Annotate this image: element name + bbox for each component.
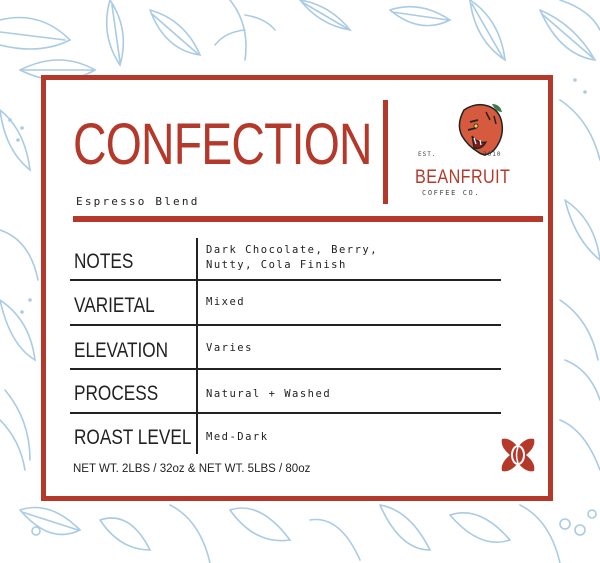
detail-value-notes-line1: Dark Chocolate, Berry,: [206, 244, 379, 256]
detail-value-notes-line2: Nutty, Cola Finish: [206, 259, 347, 271]
detail-name-process: PROCESS: [74, 382, 159, 405]
brand-name: BEANFRUIT: [415, 167, 511, 188]
detail-name-roast-level: ROAST LEVEL: [74, 426, 192, 449]
detail-name-elevation: ELEVATION: [74, 339, 169, 362]
product-subtitle: Espresso Blend: [76, 195, 200, 208]
net-weight: NET WT. 2LBS / 32oz & NET WT. 5LBS / 80oz: [73, 463, 311, 475]
detail-name-notes: NOTES: [74, 250, 134, 273]
product-label: [41, 75, 553, 501]
table-row-divider: [70, 412, 501, 414]
table-row-divider: [70, 368, 501, 370]
detail-value-elevation: Varies: [206, 342, 253, 354]
header-divider-horizontal: [73, 216, 543, 222]
detail-value-varietal: Mixed: [206, 296, 246, 308]
table-row-divider: [70, 279, 501, 281]
brand-subtitle: COFFEE CO.: [422, 189, 481, 197]
detail-value-process: Natural + Washed: [206, 388, 332, 400]
est-label: EST.: [418, 151, 437, 158]
table-column-divider: [196, 238, 198, 454]
est-year: 2010: [483, 151, 502, 158]
detail-value-roast-level: Med-Dark: [206, 431, 269, 443]
header-divider-vertical: [383, 100, 388, 204]
table-row-divider: [70, 324, 501, 326]
detail-name-varietal: VARIETAL: [74, 294, 155, 317]
coffee-bean-icon: [498, 435, 538, 475]
product-title: CONFECTION: [73, 112, 372, 177]
